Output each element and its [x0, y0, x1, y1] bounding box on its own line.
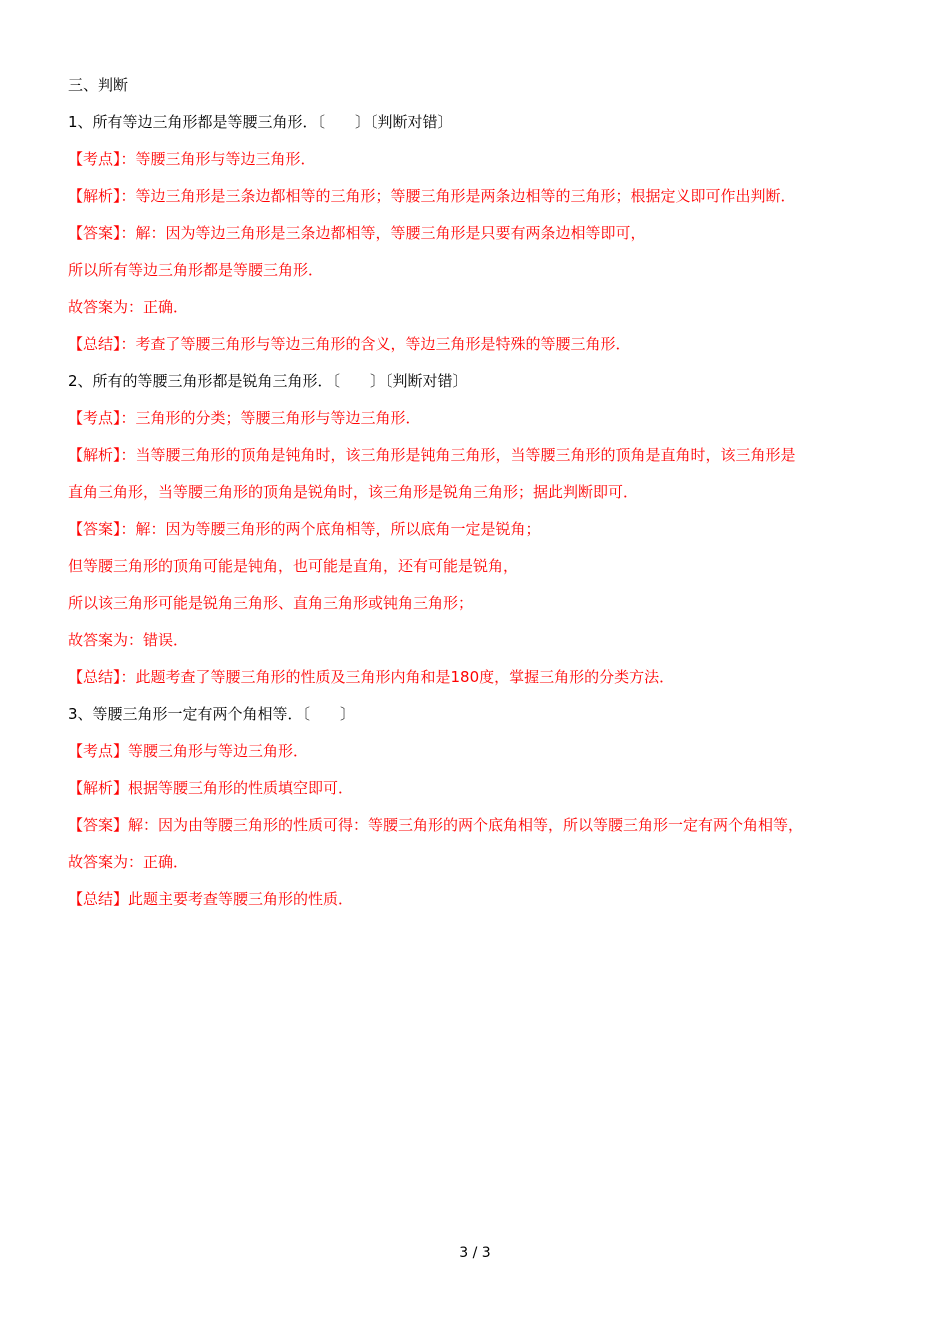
analysis-line: 【解析】根据等腰三角形的性质填空即可． [68, 779, 354, 797]
answer-line: 所以所有等边三角形都是等腰三角形． [68, 261, 324, 279]
answer-line: 【答案】：解：因为等腰三角形的两个底角相等，所以底角一定是锐角； [68, 520, 541, 538]
answer-line: 故答案为：正确． [68, 853, 189, 871]
question-stem: 2、所有的等腰三角形都是锐角三角形．〔 〕〔判断对错〕 [68, 372, 468, 390]
section-title: 三、判断 [68, 76, 129, 94]
answer-line: 故答案为：错误． [68, 631, 189, 649]
answer-line: 故答案为：正确． [68, 298, 189, 316]
answer-line: 【答案】解：因为由等腰三角形的性质可得：等腰三角形的两个底角相等，所以等腰三角形一定有两个角相等， [68, 816, 804, 834]
page-number: 3 / 3 [459, 1245, 491, 1261]
summary-line: 【总结】此题主要考查等腰三角形的性质． [68, 890, 354, 908]
key-point-line: 【考点】：等腰三角形与等边三角形． [68, 150, 316, 168]
question-stem: 3、等腰三角形一定有两个角相等．〔 〕 [68, 705, 356, 723]
summary-line: 【总结】：考查了等腰三角形与等边三角形的含义，等边三角形是特殊的等腰三角形． [68, 335, 631, 353]
question-3 [68, 703, 898, 925]
analysis-line: 直角三角形，当等腰三角形的顶角是锐角时，该三角形是锐角三角形；据此判断即可． [68, 483, 639, 501]
key-point-line: 【考点】：三角形的分类；等腰三角形与等边三角形． [68, 409, 421, 427]
answer-line: 所以该三角形可能是锐角三角形、直角三角形或钝角三角形； [68, 594, 474, 612]
document-body [68, 74, 898, 925]
question-stem: 1、所有等边三角形都是等腰三角形．〔 〕〔判断对错〕 [68, 113, 453, 131]
answer-line: 【答案】：解：因为等边三角形是三条边都相等，等腰三角形是只要有两条边相等即可， [68, 224, 646, 242]
summary-line: 【总结】：此题考查了等腰三角形的性质及三角形内角和是180度，掌握三角形的分类方法． [68, 668, 675, 686]
question-1 [68, 111, 898, 370]
question-2 [68, 370, 898, 703]
analysis-line: 【解析】：当等腰三角形的顶角是钝角时，该三角形是钝角三角形，当等腰三角形的顶角是直角时，该三角形是 [68, 446, 796, 464]
key-point-line: 【考点】等腰三角形与等边三角形． [68, 742, 309, 760]
answer-line: 但等腰三角形的顶角可能是钝角，也可能是直角，还有可能是锐角， [68, 557, 519, 575]
analysis-line: 【解析】：等边三角形是三条边都相等的三角形；等腰三角形是两条边相等的三角形；根据定义即可作出判断． [68, 187, 796, 205]
